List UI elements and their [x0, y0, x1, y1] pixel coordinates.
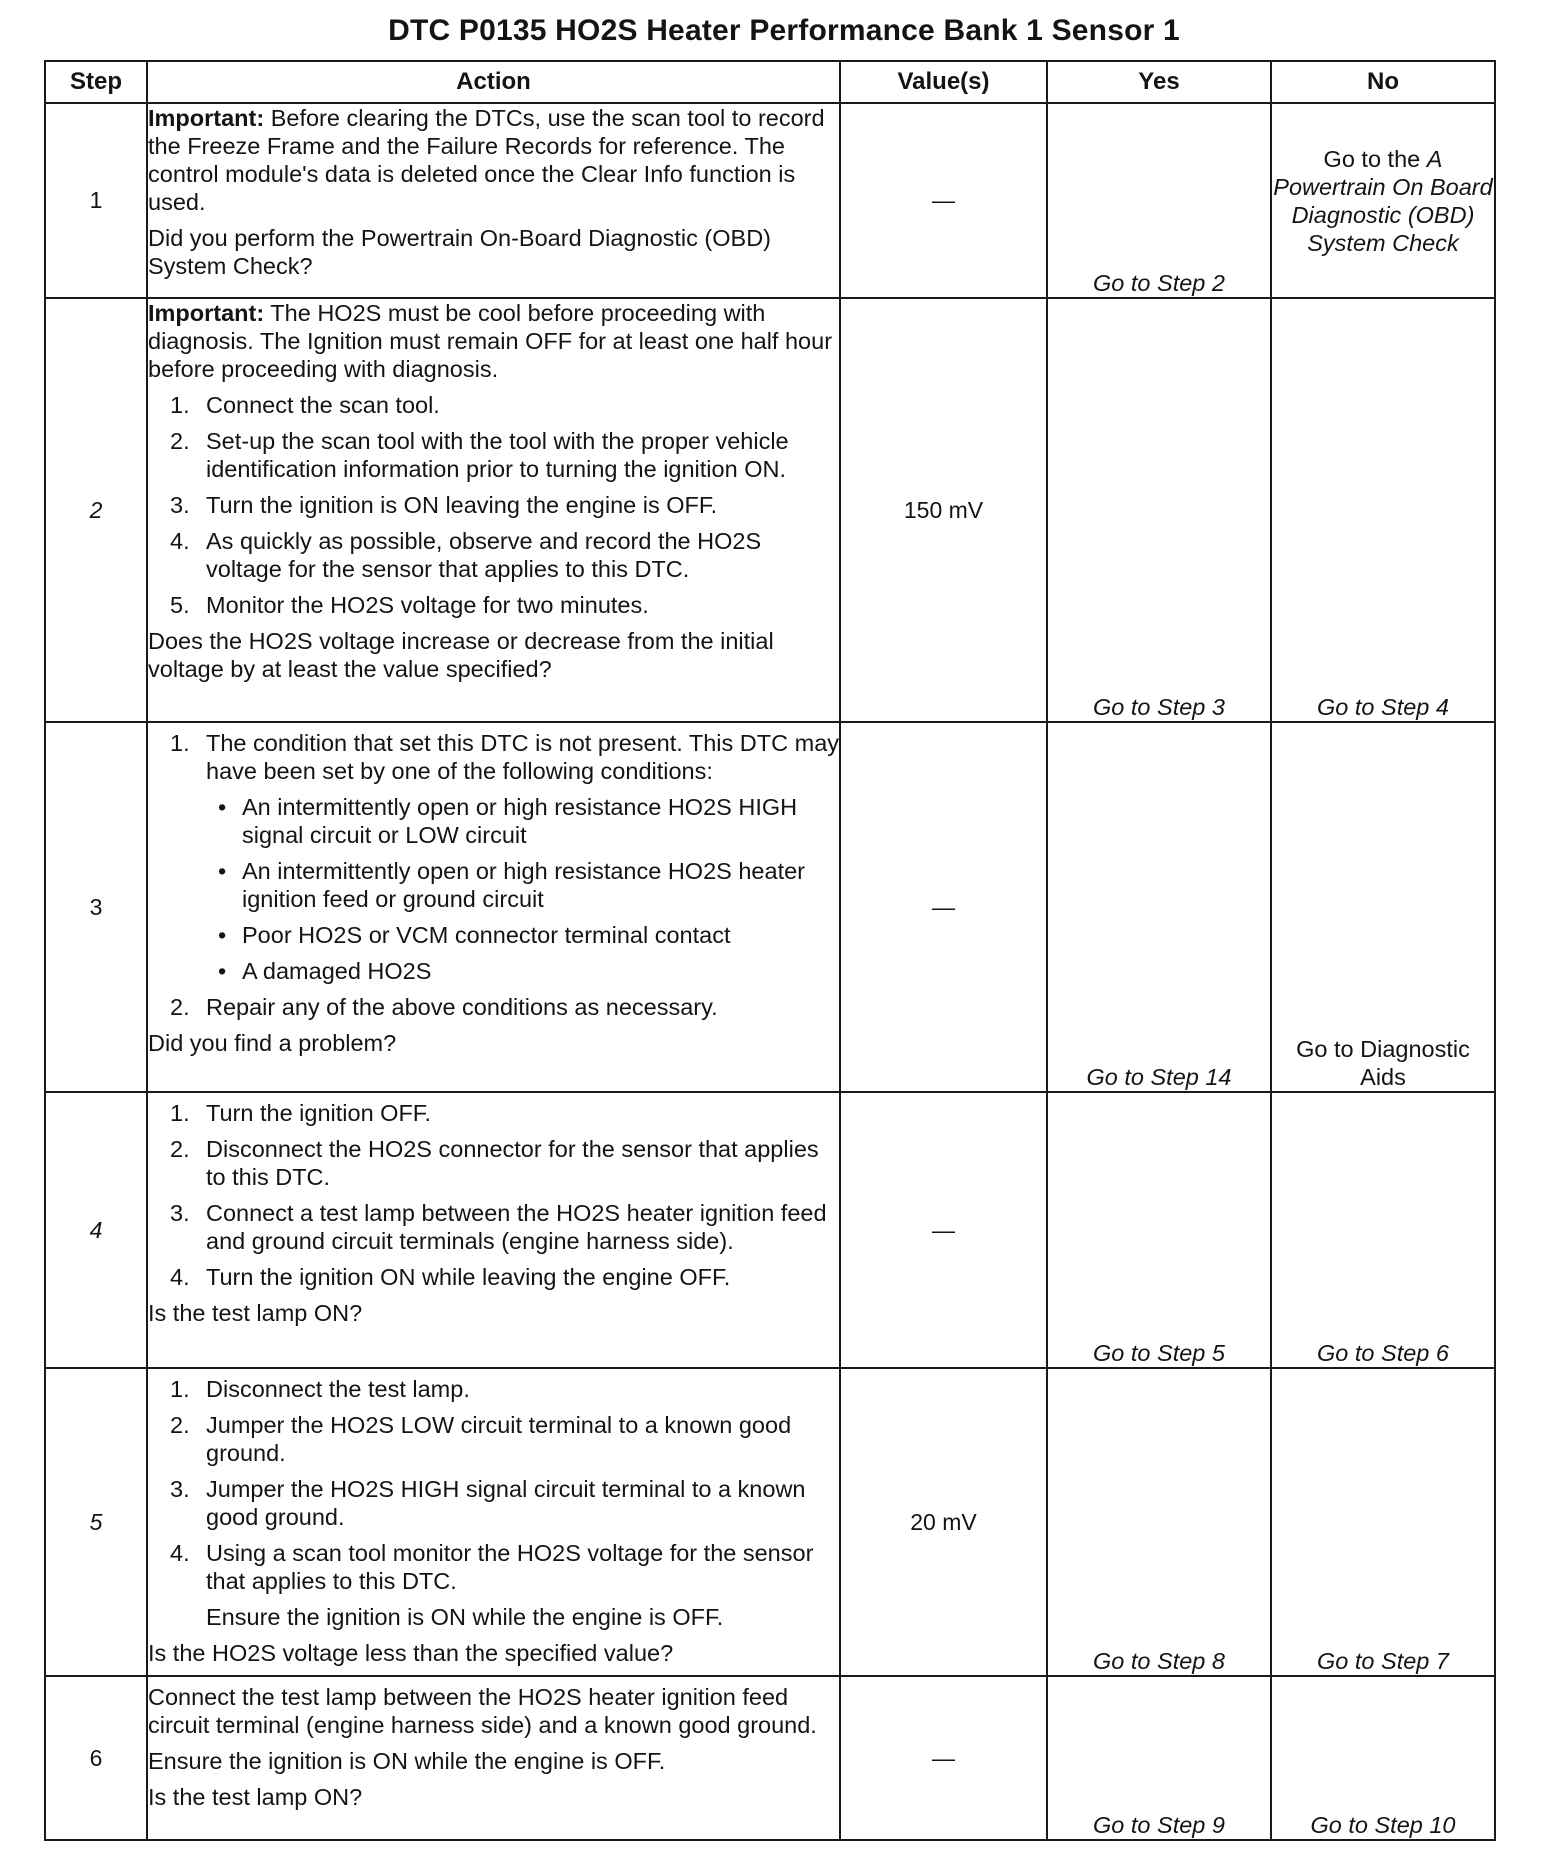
note-text: Ensure the ignition is ON while the engine is OFF.	[206, 1604, 724, 1630]
list-item: 1. Disconnect the test lamp.	[170, 1376, 470, 1402]
question-text: Is the test lamp ON?	[148, 1784, 363, 1810]
yes-cell: Go to Step 8	[1047, 1368, 1271, 1676]
list-item: 2. Jumper the HO2S LOW circuit terminal to a known good ground.	[170, 1412, 792, 1466]
list-item: 3. Jumper the HO2S HIGH signal circuit terminal to a known good ground.	[170, 1476, 806, 1530]
yes-cell: Go to Step 14	[1047, 722, 1271, 1092]
table-row	[45, 722, 1495, 1092]
question-text: Does the HO2S voltage increase or decrease from the initial voltage by at least the value specified?	[148, 628, 774, 682]
important-text: The HO2S must be cool before proceeding with diagnosis. The Ignition must remain OFF for at least one half hour before proceeding with diagnosis.	[148, 300, 833, 382]
list-item: 5. Monitor the HO2S voltage for two minutes.	[170, 592, 649, 618]
table-row	[45, 1676, 1495, 1840]
step-number: 3	[45, 722, 147, 1092]
note-text: Ensure the ignition is ON while the engine is OFF.	[148, 1748, 666, 1774]
no-cell	[1271, 103, 1495, 298]
step-number: 5	[45, 1368, 147, 1676]
value-cell: 150 mV	[840, 298, 1047, 722]
no-cell: Go to Step 10	[1271, 1676, 1495, 1840]
list-item: 1. Connect the scan tool.	[170, 392, 440, 418]
value-cell: —	[840, 1092, 1047, 1368]
no-cell: Go to Step 6	[1271, 1092, 1495, 1368]
procedure-list	[148, 1375, 839, 1595]
no-cell: Go to Step 4	[1271, 298, 1495, 722]
question-text: Did you perform the Powertrain On-Board Diagnostic (OBD) System Check?	[148, 225, 771, 279]
action-cell	[147, 1092, 840, 1368]
list-item: 1. The condition that set this DTC is not present. This DTC may have been set by one of the following conditions: • An intermittently open or high resistance HO2S HIGH signal circuit or LOW circuit • An intermittently open or high resistance HO2S heater ignition feed or ground circuit • Poor HO2S or VCM connector terminal contact • A damaged HO2S	[148, 729, 839, 985]
yes-cell: Go to Step 9	[1047, 1676, 1271, 1840]
important-label: Important:	[148, 300, 265, 326]
condition-list	[206, 793, 839, 985]
list-item: • An intermittently open or high resistance HO2S heater ignition feed or ground circuit	[206, 857, 839, 913]
list-item: • An intermittently open or high resistance HO2S HIGH signal circuit or LOW circuit	[206, 793, 839, 849]
header-no: No	[1271, 61, 1495, 103]
important-note	[148, 104, 839, 216]
table-row	[45, 1092, 1495, 1368]
list-item: • A damaged HO2S	[206, 957, 839, 985]
header-action: Action	[147, 61, 840, 103]
action-cell	[147, 1676, 840, 1840]
step-number: 6	[45, 1676, 147, 1840]
list-item: 3. Turn the ignition is ON leaving the engine is OFF.	[170, 492, 718, 518]
action-cell	[147, 298, 840, 722]
table-row	[45, 298, 1495, 722]
value-cell: —	[840, 722, 1047, 1092]
no-cell: Go to Diagnostic Aids	[1271, 722, 1495, 1092]
no-cell: Go to Step 7	[1271, 1368, 1495, 1676]
value-cell: 20 mV	[840, 1368, 1047, 1676]
yes-cell: Go to Step 5	[1047, 1092, 1271, 1368]
table-row	[45, 1368, 1495, 1676]
list-item: 1. Turn the ignition OFF.	[170, 1100, 432, 1126]
list-item: 4. Turn the ignition ON while leaving the engine OFF.	[170, 1264, 731, 1290]
value-cell: —	[840, 103, 1047, 298]
action-cell	[147, 722, 840, 1092]
no-prefix: Go to the	[1323, 145, 1427, 172]
obd-check-link: A Powertrain On Board Diagnostic (OBD) System Check	[1273, 145, 1493, 256]
question-text: Is the HO2S voltage less than the specified value?	[148, 1640, 674, 1666]
yes-cell: Go to Step 2	[1047, 103, 1271, 298]
important-label: Important:	[148, 105, 265, 131]
list-item: 2. Disconnect the HO2S connector for the sensor that applies to this DTC.	[170, 1136, 819, 1190]
header-step: Step	[45, 61, 147, 103]
table-header-row	[45, 61, 1495, 103]
list-item: 2. Set-up the scan tool with the tool with the proper vehicle identification information prior to turning the ignition ON.	[170, 428, 789, 482]
diagnostic-table	[44, 60, 1496, 1841]
page-title: DTC P0135 HO2S Heater Performance Bank 1 Sensor 1	[388, 14, 1180, 47]
list-item: 4. Using a scan tool monitor the HO2S voltage for the sensor that applies to this DTC.	[170, 1540, 814, 1594]
list-item: 2. Repair any of the above conditions as necessary.	[170, 994, 718, 1020]
list-item: 3. Connect a test lamp between the HO2S heater ignition feed and ground circuit terminals (engine harness side).	[170, 1200, 827, 1254]
important-text: Before clearing the DTCs, use the scan tool to record the Freeze Frame and the Failure Records for reference. The control module's data is deleted once the Clear Info function is used.	[148, 105, 825, 215]
step-number: 2	[45, 298, 147, 722]
procedure-text: Connect the test lamp between the HO2S heater ignition feed circuit terminal (engine harness side) and a known good ground.	[148, 1684, 817, 1738]
procedure-list	[148, 1099, 839, 1291]
question-text: Is the test lamp ON?	[148, 1300, 363, 1326]
procedure-list	[148, 391, 839, 619]
yes-cell: Go to Step 3	[1047, 298, 1271, 722]
value-cell: —	[840, 1676, 1047, 1840]
action-cell	[147, 103, 840, 298]
step-number: 4	[45, 1092, 147, 1368]
list-item: • Poor HO2S or VCM connector terminal contact	[206, 921, 839, 949]
table-row	[45, 103, 1495, 298]
action-cell	[147, 1368, 840, 1676]
header-yes: Yes	[1047, 61, 1271, 103]
procedure-list	[148, 729, 839, 1021]
step-number: 1	[45, 103, 147, 298]
question-text: Did you find a problem?	[148, 1030, 397, 1056]
important-note	[148, 299, 839, 383]
header-values: Value(s)	[840, 61, 1047, 103]
list-item: 4. As quickly as possible, observe and record the HO2S voltage for the sensor that applies to this DTC.	[170, 528, 762, 582]
